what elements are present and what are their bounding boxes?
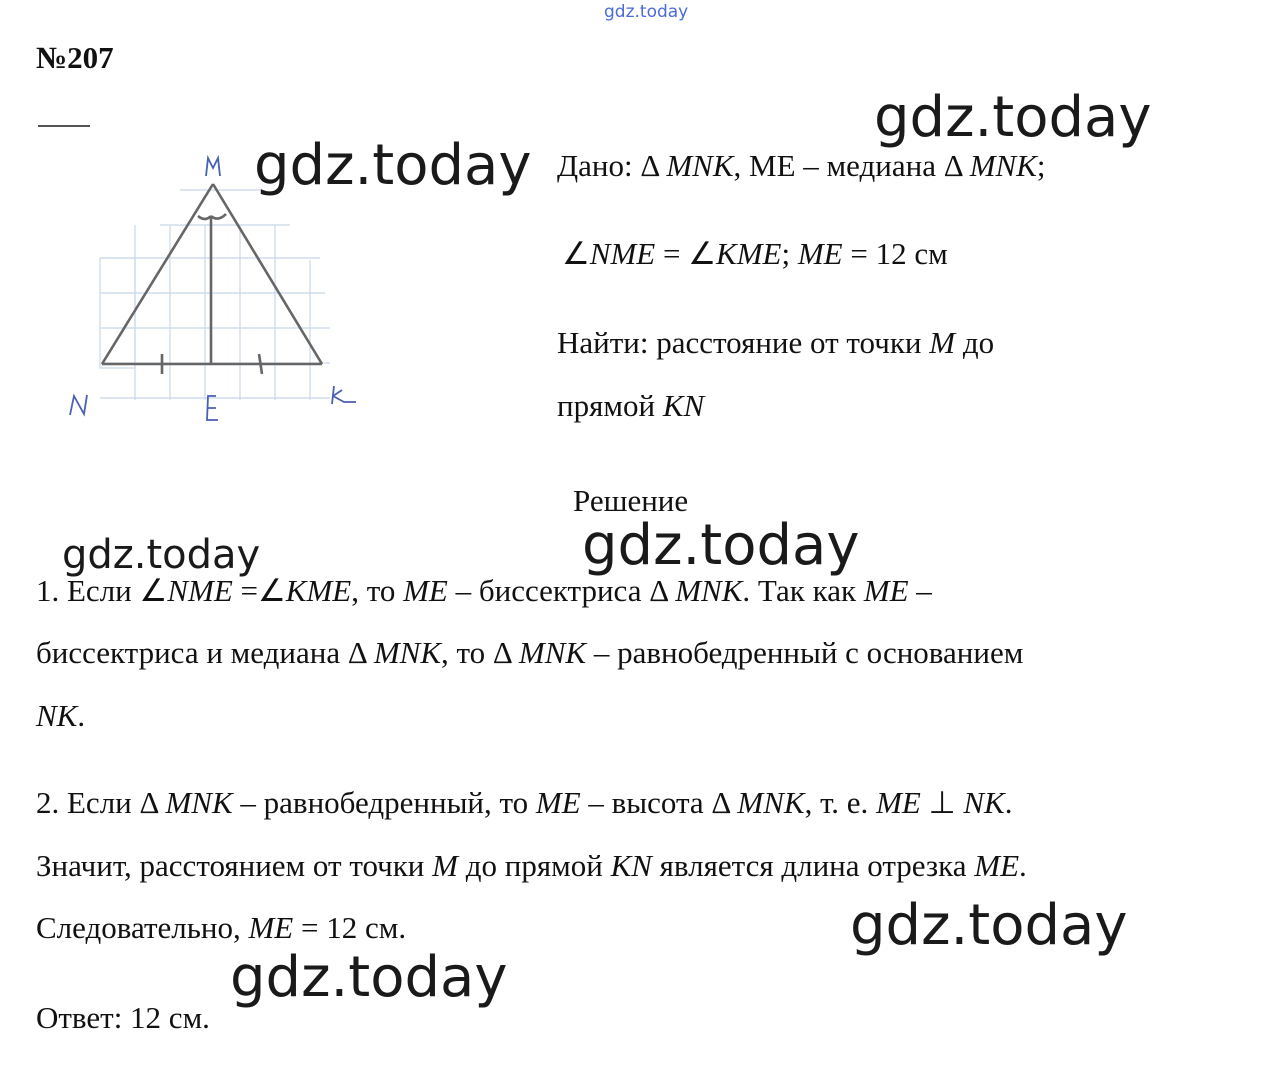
find-line-1: Найти: расстояние от точки M до [557, 325, 995, 360]
watermark-3: gdz.today [62, 532, 261, 578]
solution-heading: Решение [573, 483, 689, 518]
step-1-line-3: NK. [36, 698, 86, 733]
step-2-line-1: 2. Если Δ MNK – равнобедренный, то ME – высота Δ MNK, т. е. ME ⊥ NK. [36, 785, 1013, 820]
watermark-2: gdz.today [254, 133, 532, 198]
label-n-glyph [70, 395, 87, 415]
watermark-6: gdz.today [230, 945, 508, 1010]
watermark-top: gdz.today [604, 2, 689, 22]
watermark-5: gdz.today [850, 893, 1128, 958]
given-line-1: Дано: Δ MNK, ME – медиана Δ MNK; [557, 148, 1046, 183]
grid-lines [100, 190, 330, 400]
step-2-line-3: Следовательно, ME = 12 см. [36, 910, 407, 945]
problem-number: №207 [36, 40, 114, 75]
step-1-line-2: биссектриса и медиана Δ MNK, то Δ MNK – равнобедренный с основанием [36, 635, 1024, 670]
watermark-4: gdz.today [582, 513, 860, 578]
label-e-glyph [207, 396, 218, 420]
step-1-line-1: 1. Если ∠NME =∠KME, то ME – биссектриса Δ MNK. Так как ME – [36, 573, 932, 608]
watermark-1: gdz.today [874, 85, 1152, 150]
step-2-line-2: Значит, расстоянием от точки M до прямой KN является длина отрезка ME. [36, 848, 1027, 883]
label-m-glyph [206, 158, 220, 176]
answer: Ответ: 12 см. [36, 1000, 210, 1035]
given-line-2: ∠NME = ∠KME; ME = 12 см [562, 236, 948, 271]
label-k-glyph [332, 386, 356, 404]
find-line-2: прямой KN [557, 388, 705, 423]
